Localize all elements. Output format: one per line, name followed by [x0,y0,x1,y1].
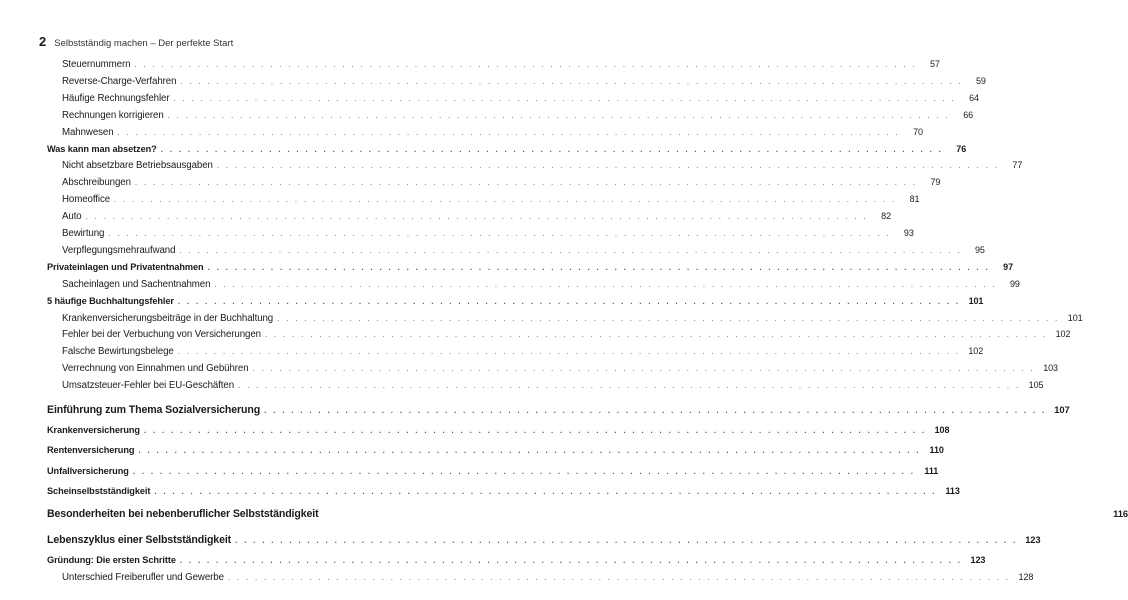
toc-entry[interactable] [0,572,1034,583]
toc-entry[interactable] [0,144,967,154]
running-title: Selbstständig machen – Der perfekte Start [54,38,234,49]
toc-page-number: 101 [1067,313,1083,323]
toc-entry-title: Besonderheiten bei nebenberuflicher Selbstständigkeit [47,508,319,520]
toc-page-number: 113 [945,486,960,496]
toc-entry[interactable] [0,534,1041,546]
toc-page-number: 110 [929,445,944,455]
leader-dots [86,212,868,221]
toc-page-number: 93 [903,228,914,238]
leader-dots [108,229,890,238]
toc-page-number: 64 [969,93,979,103]
toc-entry[interactable] [0,508,1128,520]
toc-entry-title: Rechnungen korrigieren [62,110,164,121]
leader-dots [208,263,990,272]
toc-page-number: 95 [974,245,985,255]
leader-dots [144,426,926,435]
toc-entry[interactable] [0,279,1020,290]
toc-page-number: 82 [881,211,892,221]
toc-entry[interactable] [0,466,939,476]
toc-page-number: 77 [1012,160,1023,170]
toc-page-number: 99 [1009,279,1020,289]
toc-entry-title: Nicht absetzbare Betriebsausgaben [62,160,213,171]
toc-entry[interactable] [0,329,1071,340]
toc-page-number: 103 [1043,363,1058,373]
toc-entry[interactable] [0,296,984,306]
toc-page-number: 128 [1018,572,1034,582]
toc-entry[interactable] [0,313,1083,324]
leader-dots [135,178,917,187]
toc-entry-title: Homeoffice [62,194,111,205]
toc-entry-title: Verrechnung von Einnahmen und Gebühren [62,363,249,374]
toc-entry-title: Krankenversicherung [47,425,140,435]
leader-dots [118,128,900,137]
toc-entry-title: Einführung zum Thema Sozialversicherung [47,404,261,416]
toc-entry[interactable] [0,177,941,188]
toc-entry[interactable] [0,194,920,205]
toc-entry-title: Unfallversicherung [47,466,129,476]
toc-entry[interactable] [0,76,986,87]
leader-dots [114,195,896,204]
toc-entry[interactable] [0,245,985,256]
leader-dots [134,60,916,69]
leader-dots [217,161,999,170]
toc-entry[interactable] [0,59,940,70]
toc-entry[interactable] [0,486,960,496]
toc-entry-title: Privateinlagen und Privatentnahmen [47,262,204,272]
leader-dots [228,573,1010,582]
toc-entry-title: 5 häufige Buchhaltungsfehler [47,296,174,306]
leader-dots [264,406,1046,415]
toc-entry[interactable] [0,110,974,121]
leader-dots [214,280,996,289]
toc-entry[interactable] [0,262,1013,272]
toc-page-number: 101 [968,296,984,306]
toc-entry[interactable] [0,555,986,565]
toc-entry-title: Verpflegungsmehraufwand [62,245,176,256]
toc-entry[interactable] [0,425,950,435]
leader-dots [235,536,1017,545]
toc-entry-title: Fehler bei der Verbuchung von Versicherungen [62,329,261,340]
toc-entry[interactable] [0,404,1070,416]
toc-page-number: 76 [956,144,967,154]
toc-entry[interactable] [0,228,914,239]
leader-dots [253,364,1035,373]
leader-dots [238,381,1020,390]
leader-dots [180,556,962,565]
toc-entry-title: Krankenversicherungsbeiträge in der Buchhaltung [62,313,274,324]
leader-dots [138,446,920,455]
toc-entry-title: Falsche Bewirtungsbelege [62,346,174,357]
toc-entry[interactable] [0,380,1044,391]
leader-dots [180,77,962,86]
toc-page-number: 111 [924,466,939,476]
toc-entry-title: Unterschied Freiberufler und Gewerbe [62,572,224,583]
leader-dots [277,314,1059,323]
toc-entry-title: Rentenversicherung [47,445,135,455]
toc-entry-title: Gründung: Die ersten Schritte [47,555,176,565]
toc-page-number: 57 [929,59,940,69]
toc-entry-title: Umsatzsteuer-Fehler bei EU-Geschäften [62,380,235,391]
toc-page-number: 108 [934,425,950,435]
toc-entry-title: Lebenszyklus einer Selbstständigkeit [47,534,232,546]
running-head [39,34,233,48]
leader-dots [161,145,943,154]
toc-page-number: 59 [975,76,986,86]
toc-page-number: 105 [1028,380,1044,390]
toc-entry-title: Reverse-Charge-Verfahren [62,76,177,87]
toc-entry[interactable] [0,363,1058,374]
toc-page-number: 116 [1113,508,1128,519]
toc-page-number: 123 [970,555,986,565]
toc-entry[interactable] [0,445,944,455]
toc-entry[interactable] [0,346,984,357]
leader-dots [265,330,1047,339]
toc-page-number: 97 [1003,262,1013,272]
toc-entry-title: Was kann man absetzen? [47,144,157,154]
toc-entry[interactable] [0,211,892,222]
toc-entry-title: Abschreibungen [62,177,131,188]
toc-entry-title: Bewirtung [62,228,105,239]
leader-dots [179,246,961,255]
page-number: 2 [39,34,47,49]
toc-entry[interactable] [0,127,923,138]
leader-dots [178,297,960,306]
leader-dots [154,487,936,496]
toc-page-number: 102 [1055,329,1071,339]
leader-dots [168,111,950,120]
leader-dots [178,347,960,356]
toc-entry[interactable] [0,93,979,104]
toc-page-number: 81 [909,194,920,204]
toc-entry-title: Steuernummern [62,59,131,70]
toc-entry-title: Auto [62,211,82,222]
toc-page-number: 123 [1025,534,1041,545]
toc-entry-title: Häufige Rechnungsfehler [62,93,170,104]
toc-entry-title: Scheinselbstständigkeit [47,486,151,496]
toc-page-number: 79 [930,177,941,187]
leader-dots [133,467,915,476]
toc-page-number: 102 [968,346,984,356]
leader-dots [174,94,956,103]
toc-page-number: 70 [913,127,923,137]
toc-entry-title: Mahnwesen [62,127,114,138]
toc-page-number: 107 [1054,404,1070,415]
toc-entry-title: Sacheinlagen und Sachentnahmen [62,279,211,290]
toc-page-number: 66 [963,110,974,120]
toc-entry[interactable] [0,160,1023,171]
